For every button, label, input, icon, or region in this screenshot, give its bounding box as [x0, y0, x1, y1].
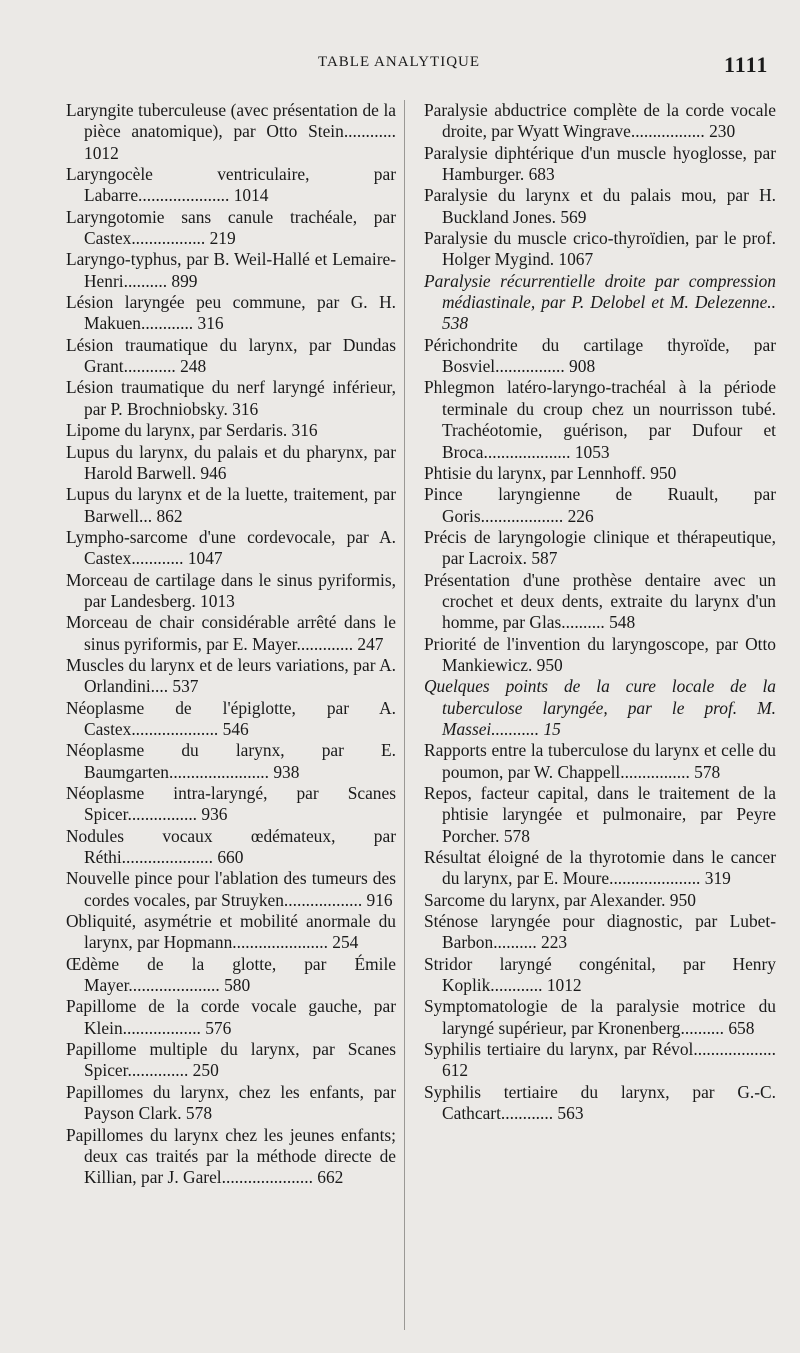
- index-entry: Rapports entre la tuberculose du larynx et celle du poumon, par W. Chappell................ 578: [424, 740, 776, 782]
- index-entry: Paralysie du larynx et du palais mou, par H. Buckland Jones. 569: [424, 185, 776, 227]
- index-entry: Sténose laryngée pour diagnostic, par Lubet-Barbon.......... 223: [424, 911, 776, 953]
- index-entry: Lésion laryngée peu commune, par G. H. Makuen............ 316: [66, 292, 396, 334]
- index-entry: Priorité de l'invention du laryngoscope, par Otto Mankiewicz. 950: [424, 633, 776, 675]
- index-entry: Syphilis tertiaire du larynx, par G.-C. Cathcart............ 563: [424, 1081, 776, 1124]
- running-title: TABLE ANALYTIQUE: [318, 54, 481, 70]
- index-entry: Papillomes du larynx, chez les enfants, par Payson Clark. 578: [66, 1081, 396, 1124]
- index-entry: Œdème de la glotte, par Émile Mayer..................... 580: [66, 953, 396, 996]
- index-entry: Muscles du larynx et de leurs variations, par A. Orlandini.... 537: [66, 654, 396, 697]
- index-entry: Paralysie diphtérique d'un muscle hyoglosse, par Hamburger. 683: [424, 142, 776, 185]
- index-entry: Lésion traumatique du larynx, par Dundas Grant............ 248: [66, 334, 396, 377]
- index-entry: Néoplasme du larynx, par E. Baumgarten....................... 938: [66, 740, 396, 782]
- index-entry: Lympho-sarcome d'une cordevocale, par A. Castex............ 1047: [66, 526, 396, 569]
- index-entry: Paralysie du muscle crico-thyroïdien, par le prof. Holger Mygind. 1067: [424, 228, 776, 270]
- index-entry: Pince laryngienne de Ruault, par Goris................... 226: [424, 484, 776, 526]
- index-entry: Laryngotomie sans canule trachéale, par Castex................. 219: [66, 206, 396, 249]
- index-entry: Syphilis tertiaire du larynx, par Révol................... 612: [424, 1039, 776, 1081]
- column-divider: [404, 100, 405, 1330]
- index-entry: Morceau de cartilage dans le sinus pyriformis, par Landesberg. 1013: [66, 569, 396, 611]
- index-entry: Laryngite tuberculeuse (avec présentation de la pièce anatomique), par Otto Stein............ 1012: [66, 100, 396, 163]
- index-entry: Stridor laryngé congénital, par Henry Koplik............ 1012: [424, 953, 776, 996]
- index-entry: Néoplasme de l'épiglotte, par A. Castex.................... 546: [66, 697, 396, 739]
- index-entry: Nouvelle pince pour l'ablation des tumeurs des cordes vocales, par Struyken.................. 916: [66, 868, 396, 910]
- index-entry: Précis de laryngologie clinique et thérapeutique, par Lacroix. 587: [424, 526, 776, 569]
- index-entry: Papillome multiple du larynx, par Scanes Spicer.............. 250: [66, 1039, 396, 1081]
- index-entry: Résultat éloigné de la thyrotomie dans le cancer du larynx, par E. Moure..................... 319: [424, 847, 776, 889]
- index-entry: Obliquité, asymétrie et mobilité anormale du larynx, par Hopmann...................... 254: [66, 911, 396, 953]
- index-entry: Lipome du larynx, par Serdaris. 316: [66, 420, 318, 441]
- index-entry: Morceau de chair considérable arrêté dans le sinus pyriformis, par E. Mayer............. 247: [66, 612, 396, 654]
- index-entry: Symptomatologie de la paralysie motrice du laryngé supérieur, par Kronenberg.......... 658: [424, 996, 776, 1038]
- index-entry: Lupus du larynx et de la luette, traitement, par Barwell... 862: [66, 484, 396, 526]
- index-entry: Quelques points de la cure locale de la tuberculose laryngée, par le prof. M. Massei........... 15: [424, 676, 776, 739]
- index-entry: Lupus du larynx, du palais et du pharynx, par Harold Barwell. 946: [66, 441, 396, 483]
- index-entry: Nodules vocaux œdémateux, par Réthi..................... 660: [66, 825, 396, 868]
- index-entry: Phlegmon latéro-laryngo-trachéal à la période terminale du croup chez un nourrisson tubé. Trachéotomie, guérison, par Dufour et Broca.................... 1053: [424, 377, 776, 462]
- page-number: 1111: [724, 52, 769, 77]
- index-entry: Phtisie du larynx, par Lennhoff. 950: [424, 462, 677, 483]
- index-entry: Néoplasme intra-laryngé, par Scanes Spicer................ 936: [66, 783, 396, 825]
- index-entry: Papillomes du larynx chez les jeunes enfants; deux cas traités par la méthode directe de Killian, par J. Garel..................... 662: [66, 1124, 396, 1188]
- index-entry: Présentation d'une prothèse dentaire avec un crochet et deux dents, extraite du larynx d'un homme, par Glas.......... 548: [424, 569, 776, 633]
- index-entry: Laryngocèle ventriculaire, par Labarre..................... 1014: [66, 164, 396, 206]
- index-entry: Sarcome du larynx, par Alexander. 950: [424, 889, 696, 910]
- index-entry: Papillome de la corde vocale gauche, par Klein.................. 576: [66, 996, 396, 1038]
- index-entry: Périchondrite du cartilage thyroïde, par Bosviel................ 908: [424, 334, 776, 377]
- index-column-left: [66, 100, 396, 1189]
- index-entry: Paralysie abductrice complète de la corde vocale droite, par Wyatt Wingrave................. 230: [424, 100, 776, 142]
- index-entry: Repos, facteur capital, dans le traitement de la phtisie laryngée et pulmonaire, par Peyre Porcher. 578: [424, 783, 776, 846]
- index-entry: Laryngo-typhus, par B. Weil-Hallé et Lemaire-Henri.......... 899: [66, 249, 396, 291]
- index-column-right: [424, 100, 776, 1125]
- index-entry: Paralysie récurrentielle droite par compression médiastinale, par P. Delobel et M. Delezenne.. 538: [424, 270, 776, 334]
- index-entry: Lésion traumatique du nerf laryngé inférieur, par P. Brochniobsky. 316: [66, 377, 396, 419]
- running-head: [0, 52, 800, 80]
